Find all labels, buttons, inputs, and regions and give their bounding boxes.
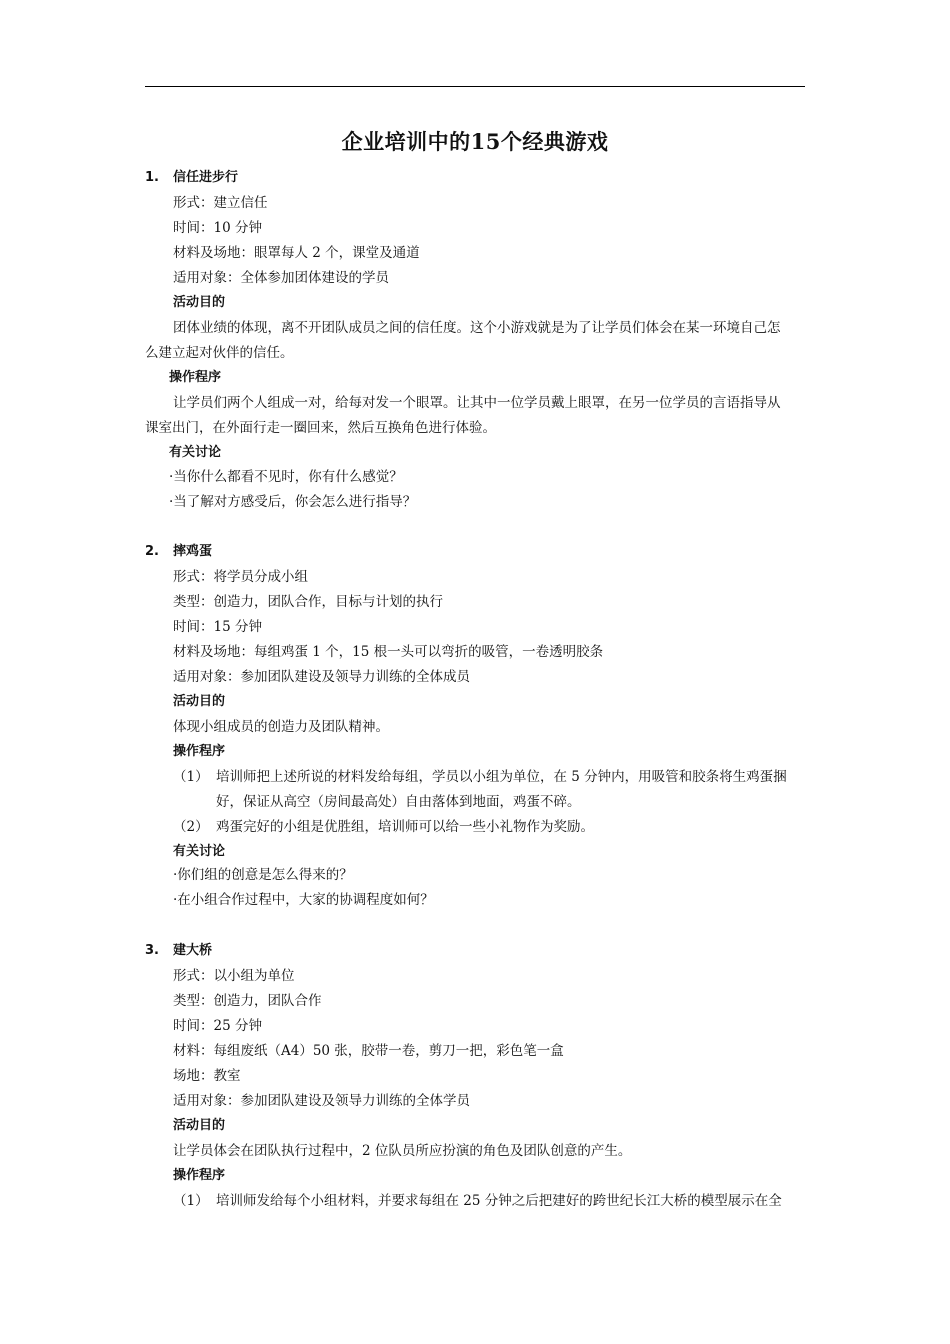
paragraph-line: 让学员体会在团队执行过程中，2 位队员所应扮演的角色及团队创意的产生。 xyxy=(173,1143,632,1159)
paragraph-line: 团体业绩的体现，离不开团队成员之间的信任度。这个小游戏就是为了让学员们体会在某一环境自己怎 xyxy=(173,320,781,336)
discussion-item: ·你们组的创意是怎么得来的？ xyxy=(173,867,353,883)
procedure-step: （1） 培训师把上述所说的材料发给每组，学员以小组为单位，在 5 分钟内，用吸管和胶条将生鸡蛋捆 xyxy=(173,769,787,785)
field-line: 适用对象：全体参加团体建设的学员 xyxy=(173,270,389,286)
paragraph-line: 么建立起对伙伴的信任。 xyxy=(145,345,294,361)
purpose-heading: 活动目的 xyxy=(173,1118,226,1133)
paragraph-line: 体现小组成员的创造力及团队精神。 xyxy=(173,719,389,735)
field-line: 类型：创造力，团队合作，目标与计划的执行 xyxy=(173,594,443,610)
discussion-heading: 有关讨论 xyxy=(169,445,222,460)
purpose-heading: 活动目的 xyxy=(173,694,226,709)
field-line: 材料及场地：每组鸡蛋 1 个，15 根一头可以弯折的吸管，一卷透明胶条 xyxy=(173,644,604,660)
field-line: 适用对象：参加团队建设及领导力训练的全体学员 xyxy=(173,1093,470,1109)
field-line: 形式：建立信任 xyxy=(173,195,268,211)
paragraph-line: 课室出门，在外面行走一圈回来，然后互换角色进行体验。 xyxy=(145,420,496,436)
discussion-item: ·当了解对方感受后，你会怎么进行指导？ xyxy=(169,494,417,510)
field-line: 形式：将学员分成小组 xyxy=(173,569,308,585)
field-line: 适用对象：参加团队建设及领导力训练的全体成员 xyxy=(173,669,470,685)
section-heading: 1. 信任进步行 xyxy=(145,170,239,185)
purpose-heading: 活动目的 xyxy=(173,295,226,310)
procedure-heading: 操作程序 xyxy=(173,1168,226,1183)
field-line: 时间：25 分钟 xyxy=(173,1018,262,1034)
procedure-step: （1） 培训师发给每个小组材料，并要求每组在 25 分钟之后把建好的跨世纪长江大桥的模型展示在全 xyxy=(173,1193,782,1209)
document-title: 企业培训中的15个经典游戏 xyxy=(341,129,609,154)
discussion-item: ·在小组合作过程中，大家的协调程度如何？ xyxy=(173,892,434,908)
field-line: 材料：每组废纸（A4）50 张，胶带一卷，剪刀一把，彩色笔一盒 xyxy=(173,1043,564,1059)
field-line: 场地：教室 xyxy=(173,1068,241,1084)
field-line: 时间：15 分钟 xyxy=(173,619,262,635)
field-line: 形式：以小组为单位 xyxy=(173,968,295,984)
procedure-step-continuation: 好，保证从高空（房间最高处）自由落体到地面，鸡蛋不碎。 xyxy=(216,794,581,810)
discussion-item: ·当你什么都看不见时，你有什么感觉？ xyxy=(169,469,403,485)
discussion-heading: 有关讨论 xyxy=(173,844,226,859)
header-rule xyxy=(145,86,805,87)
field-line: 材料及场地：眼罩每人 2 个，课堂及通道 xyxy=(173,245,420,261)
procedure-heading: 操作程序 xyxy=(169,370,222,385)
procedure-heading: 操作程序 xyxy=(173,744,226,759)
procedure-step: （2） 鸡蛋完好的小组是优胜组，培训师可以给一些小礼物作为奖励。 xyxy=(173,819,594,835)
paragraph-line: 让学员们两个人组成一对，给每对发一个眼罩。让其中一位学员戴上眼罩，在另一位学员的言语指导从 xyxy=(173,395,781,411)
section-heading: 3. 建大桥 xyxy=(145,943,213,958)
field-line: 类型：创造力，团队合作 xyxy=(173,993,322,1009)
field-line: 时间：10 分钟 xyxy=(173,220,262,236)
section-heading: 2. 摔鸡蛋 xyxy=(145,544,213,559)
